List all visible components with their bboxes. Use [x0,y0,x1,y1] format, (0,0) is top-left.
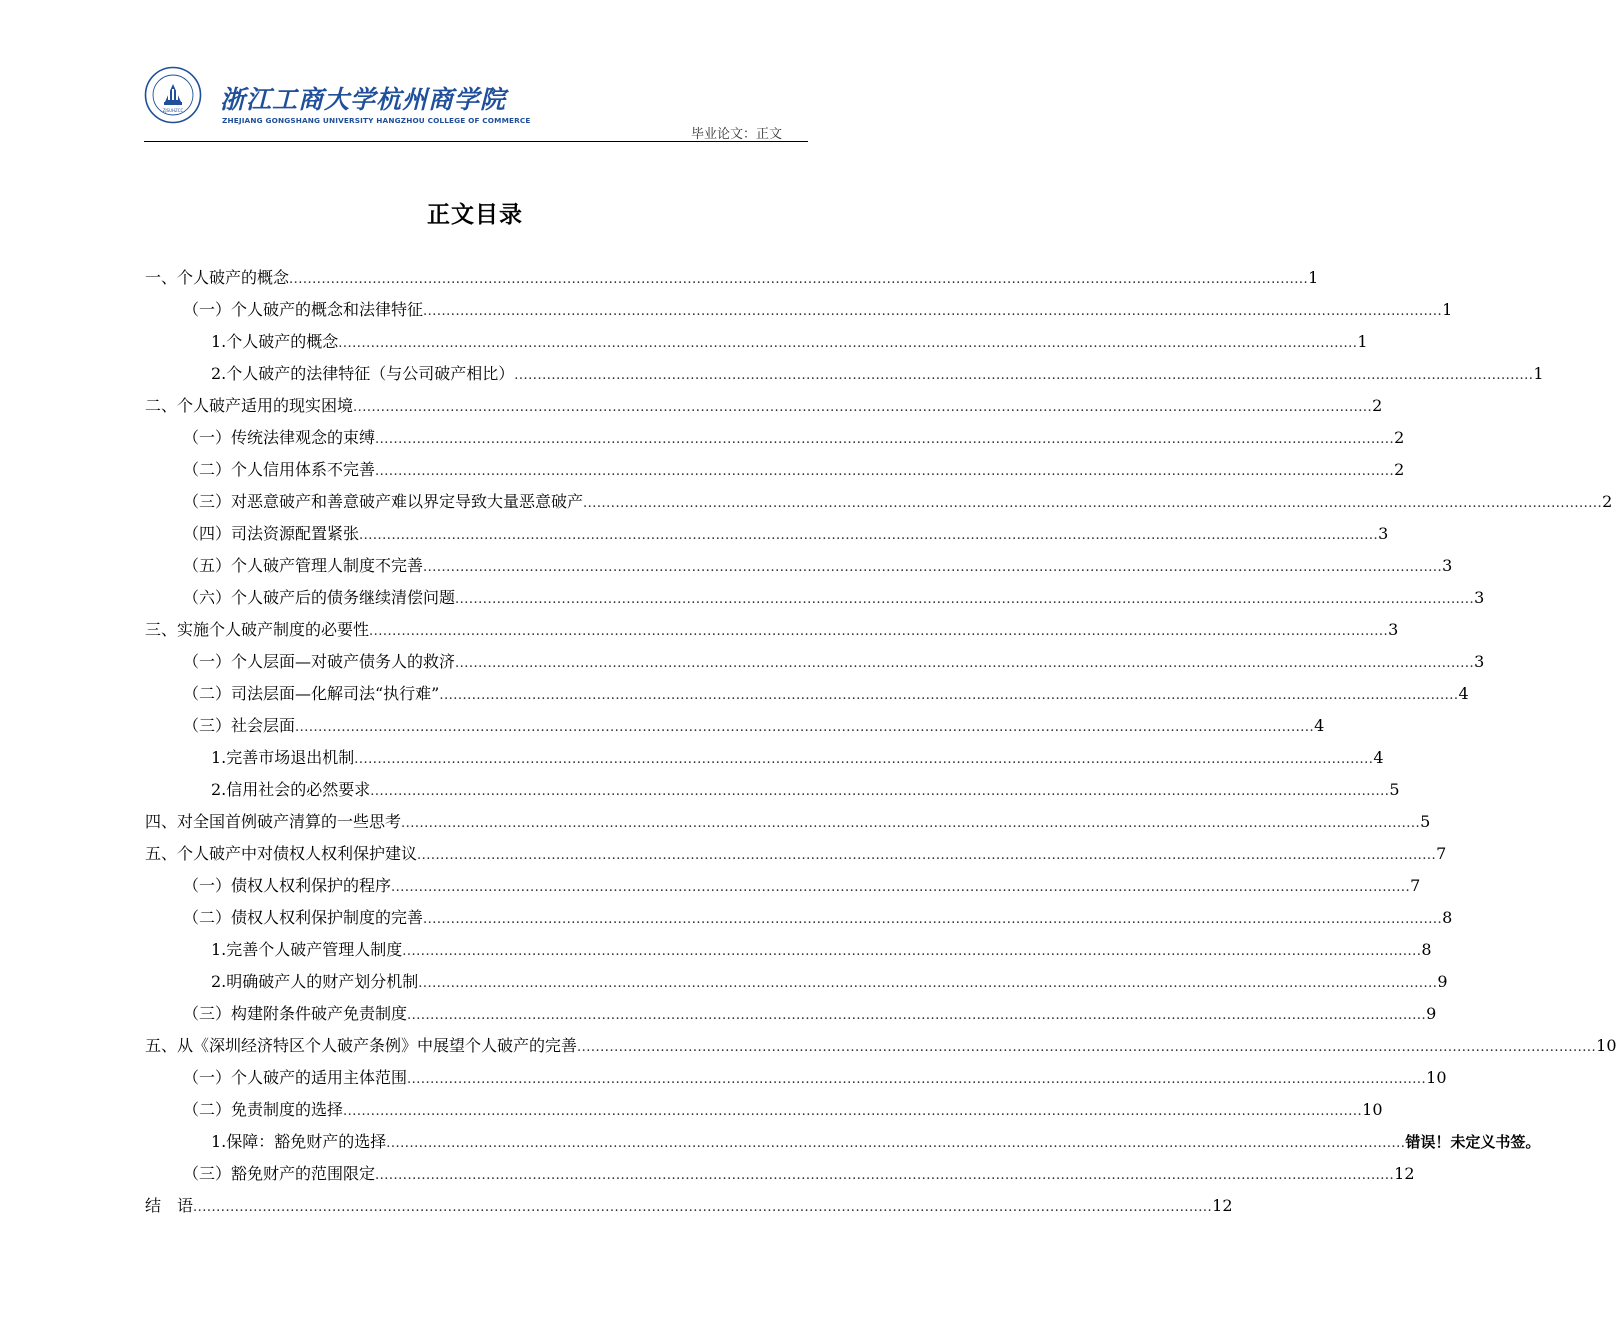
toc-page-number: 7 [1436,844,1447,863]
toc-entry-title: 五、从《深圳经济特区个人破产条例》中展望个人破产的完善 [145,1036,578,1055]
toc-page-number: 9 [1426,1004,1437,1023]
toc-dot-leader: ............................................................................................................................................................................................................................ [369,624,1389,639]
toc-page-number: 1 [1357,332,1368,351]
toc-dot-leader: ............................................................................................................................................................................................................................ [193,1200,1213,1215]
header-divider [144,141,808,142]
toc-entry-title: （四）司法资源配置紧张 [183,524,360,543]
toc-dot-leader: ............................................................................................................................................................................................................................ [375,432,1395,447]
toc-entry[interactable] [145,1030,1617,1062]
toc-dot-leader: ............................................................................................................................................................................................................................ [407,1008,1427,1023]
toc-page-number: 4 [1458,684,1469,703]
toc-entry-title: 1.个人破产的概念 [211,332,339,351]
toc-dot-leader: ............................................................................................................................................................................................................................ [401,816,1421,831]
toc-page-number: 12 [1394,1164,1415,1183]
toc-dot-leader: ............................................................................................................................................................................................................................ [439,688,1459,703]
toc-dot-leader: ............................................................................................................................................................................................................................ [423,560,1443,575]
toc-page-number: 10 [1596,1036,1617,1055]
toc-dot-leader: ............................................................................................................................................................................................................................ [418,976,1438,991]
toc-entry[interactable] [145,774,1400,806]
toc-entry-title: （二）债权人权利保护制度的完善 [183,908,424,927]
toc-entry[interactable] [145,998,1437,1030]
toc-dot-leader: ............................................................................................................................................................................................................................ [391,880,1411,895]
page-title: 正文目录 [427,201,523,228]
toc-entry[interactable] [145,966,1448,998]
toc-page-number: 12 [1212,1196,1233,1215]
toc-entry-title: （三）豁免财产的范围限定 [183,1164,376,1183]
toc-entry-title: 三、实施个人破产制度的必要性 [145,620,370,639]
toc-entry-title: （二）个人信用体系不完善 [183,460,376,479]
toc-entry-title: 四、对全国首例破产清算的一些思考 [145,812,402,831]
toc-entry-title: （一）传统法律观念的束缚 [183,428,376,447]
toc-dot-leader: ............................................................................................................................................................................................................................ [514,368,1534,383]
toc-entry-title: 五、个人破产中对债权人权利保护建议 [145,844,418,863]
toc-entry-title: （一）个人破产的适用主体范围 [183,1068,408,1087]
toc-page-number: 4 [1314,716,1325,735]
toc-entry[interactable] [145,678,1469,710]
university-name-en: ZHEJIANG GONGSHANG UNIVERSITY HANGZHOU COLLEGE OF COMMERCE [222,116,531,125]
toc-entry[interactable] [145,1158,1415,1190]
toc-dot-leader: ............................................................................................................................................................................................................................ [354,752,1374,767]
toc-entry[interactable] [145,806,1431,838]
toc-entry-title: （一）债权人权利保护的程序 [183,876,392,895]
toc-entry[interactable] [145,358,1544,390]
toc-dot-leader: ............................................................................................................................................................................................................................ [375,464,1395,479]
toc-entry[interactable] [145,646,1485,678]
toc-entry[interactable] [145,614,1399,646]
university-seal-logo [144,66,202,124]
toc-entry-title: 结 语 [145,1196,194,1215]
toc-entry-title: （一）个人层面—对破产债务人的救济 [183,652,456,671]
toc-page-number: 8 [1421,940,1432,959]
toc-entry-title: （一）个人破产的概念和法律特征 [183,300,424,319]
toc-page-number: 2 [1372,396,1383,415]
toc-dot-leader: ............................................................................................................................................................................................................................ [353,400,1373,415]
toc-page-number: 7 [1410,876,1421,895]
toc-page-number: 3 [1474,652,1485,671]
table-of-contents [145,262,1617,1222]
toc-dot-leader: ............................................................................................................................................................................................................................ [289,272,1309,287]
toc-entry[interactable] [145,294,1453,326]
toc-dot-leader: ............................................................................................................................................................................................................................ [455,656,1475,671]
toc-entry-title: （三）对恶意破产和善意破产难以界定导致大量恶意破产 [183,492,584,511]
toc-dot-leader: ............................................................................................................................................................................................................................ [423,912,1443,927]
toc-dot-leader: ............................................................................................................................................................................................................................ [407,1072,1427,1087]
toc-entry[interactable] [145,934,1432,966]
toc-page-number: 2 [1602,492,1613,511]
toc-bookmark-error: 错误！未定义书签。 [1405,1133,1541,1151]
toc-entry-title: （二）免责制度的选择 [183,1100,344,1119]
toc-entry[interactable] [145,1062,1447,1094]
toc-entry-title: （五）个人破产管理人制度不完善 [183,556,424,575]
toc-entry[interactable] [145,582,1485,614]
toc-page-number: 3 [1442,556,1453,575]
toc-dot-leader: ............................................................................................................................................................................................................................ [370,784,1390,799]
toc-entry-title: 一、个人破产的概念 [145,268,290,287]
toc-entry-title: （六）个人破产后的债务继续清偿问题 [183,588,456,607]
toc-entry-title: （二）司法层面—化解司法“执行难” [183,684,440,703]
toc-entry[interactable] [145,454,1405,486]
toc-dot-leader: ............................................................................................................................................................................................................................ [295,720,1315,735]
university-name-cn: 浙江工商大学杭州商学院 [220,85,507,114]
toc-entry[interactable] [145,326,1368,358]
toc-entry[interactable] [145,1190,1233,1222]
toc-page-number: 5 [1389,780,1400,799]
toc-entry[interactable] [145,262,1319,294]
toc-page-number: 3 [1378,524,1389,543]
seal-abbr-text: ZJSUHZCC [162,108,184,113]
toc-dot-leader: ............................................................................................................................................................................................................................ [375,1168,1395,1183]
toc-dot-leader: ............................................................................................................................................................................................................................ [402,944,1422,959]
toc-entry-title: （三）构建附条件破产免责制度 [183,1004,408,1023]
toc-dot-leader: ............................................................................................................................................................................................................................ [577,1040,1597,1055]
toc-entry[interactable] [145,422,1405,454]
toc-entry[interactable] [145,838,1447,870]
toc-dot-leader: ............................................................................................................................................................................................................................ [343,1104,1363,1119]
toc-page-number: 4 [1373,748,1384,767]
toc-entry-title: 1.完善个人破产管理人制度 [211,940,403,959]
toc-dot-leader: ............................................................................................................................................................................................................................ [583,496,1603,511]
toc-page-number: 2 [1394,460,1405,479]
toc-entry[interactable] [145,390,1383,422]
toc-entry[interactable] [145,518,1389,550]
toc-entry-title: 二、个人破产适用的现实困境 [145,396,354,415]
toc-entry-title: 2.个人破产的法律特征（与公司破产相比） [211,364,515,383]
toc-page-number: 8 [1442,908,1453,927]
toc-page-number: 2 [1394,428,1405,447]
toc-page-number: 10 [1426,1068,1447,1087]
toc-page-number: 9 [1437,972,1448,991]
toc-entry-title: （三）社会层面 [183,716,296,735]
toc-page-number: 1 [1442,300,1453,319]
toc-page-number: 3 [1388,620,1399,639]
toc-page-number: 1 [1533,364,1544,383]
toc-dot-leader: ............................................................................................................................................................................................................................ [386,1136,1406,1151]
toc-entry[interactable] [145,902,1453,934]
toc-entry[interactable] [145,1126,1541,1158]
toc-dot-leader: ............................................................................................................................................................................................................................ [423,304,1443,319]
toc-entry-title: 1.保障：豁免财产的选择 [211,1132,387,1151]
toc-entry[interactable] [145,870,1421,902]
toc-entry[interactable] [145,710,1325,742]
toc-entry-title: 1.完善市场退出机制 [211,748,355,767]
toc-entry[interactable] [145,742,1384,774]
toc-entry-title: 2.明确破产人的财产划分机制 [211,972,419,991]
toc-page-number: 3 [1474,588,1485,607]
toc-entry[interactable] [145,550,1453,582]
toc-entry-title: 2.信用社会的必然要求 [211,780,371,799]
toc-entry[interactable] [145,1094,1383,1126]
toc-page-number: 5 [1420,812,1431,831]
toc-dot-leader: ............................................................................................................................................................................................................................ [455,592,1475,607]
toc-entry[interactable] [145,486,1613,518]
page-header [144,62,808,144]
toc-page-number: 1 [1308,268,1319,287]
toc-dot-leader: ............................................................................................................................................................................................................................ [338,336,1358,351]
toc-dot-leader: ............................................................................................................................................................................................................................ [359,528,1379,543]
toc-page-number: 10 [1362,1100,1383,1119]
header-section-label: 毕业论文：正文 [690,127,782,142]
toc-dot-leader: ............................................................................................................................................................................................................................ [417,848,1437,863]
